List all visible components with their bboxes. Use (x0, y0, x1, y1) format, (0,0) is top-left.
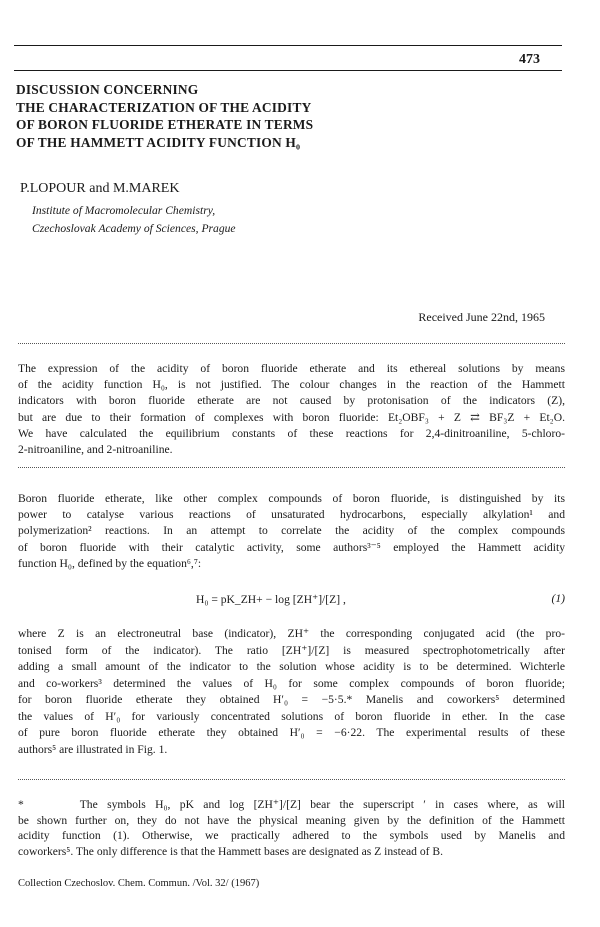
abstract-top-rule (18, 343, 565, 344)
abstract (18, 361, 565, 458)
authors: P.LOPOUR and M.MAREK (20, 181, 180, 196)
title-line: THE CHARACTERIZATION OF THE ACIDITY (16, 99, 312, 115)
affiliation-line: Czechoslovak Academy of Sciences, Prague (32, 221, 236, 235)
body-line: adding a small amount of the indicator to the solution whose acidity is to be determined. Wichterle (18, 660, 565, 673)
abstract-line: of the acidity function H₀, is not justified. The colour changes in the reaction of the Hammett (18, 378, 565, 392)
body-line: tonised form of the indicator). The ratio [ZH⁺]/[Z] is measured spectrophotometrically after (18, 643, 565, 657)
footnote-line: * The symbols H₀, pK and log [ZH⁺]/[Z] bear the superscript ′ in cases where, as will (18, 798, 565, 811)
body-line: the values of H′₀ for variously concentrated solutions of boron fluoride in ether. In the case (18, 709, 565, 723)
title-line: OF THE HAMMETT ACIDITY FUNCTION H₀ (16, 134, 301, 150)
body-line: power to catalyse various reactions of unsaturated hydrocarbons, especially alkylation¹ and (18, 508, 565, 522)
article-title (16, 81, 576, 151)
abstract-line: The expression of the acidity of boron fluoride etherate and its ethereal solutions by means (18, 362, 565, 375)
footnote-line: acidity function (1). Otherwise, we practically adhered to the symbols used by Manelis and (18, 829, 565, 843)
abstract-line: 2-nitroaniline, and 2-nitroaniline. (18, 443, 173, 457)
footnote-rule (18, 779, 565, 780)
footnote-line: be shown further on, they do not have the physical meaning given by the definition of the Hammett (18, 813, 565, 827)
page-number: 473 (519, 52, 540, 67)
body-paragraph-1 (18, 491, 565, 572)
body-line: Boron fluoride etherate, like other complex compounds of boron fluoride, is distinguished by its (18, 492, 565, 505)
body-line: polymerization² reactions. In an attempt to correlate the acidity of the complex compounds (18, 524, 565, 538)
abstract-line: We have calculated the equilibrium constants of these reactions for 2,4-dinitroaniline, 5-chloro- (18, 426, 565, 440)
equation-number: (1) (551, 592, 565, 605)
affiliation-line: Institute of Macromolecular Chemistry, (32, 204, 216, 217)
title-line: DISCUSSION CONCERNING (16, 82, 199, 97)
top-rule (14, 45, 562, 46)
body-line: for boron fluoride etherate they obtained H′₀ = −5·5.* Manelis and coworkers⁵ determined (18, 693, 565, 706)
body-line: and co-workers³ determined the values of H₀ for some complex compounds of boron fluoride; (18, 676, 565, 690)
footnote (18, 797, 565, 859)
body-paragraph-2 (18, 626, 565, 758)
body-line: authors⁵ are illustrated in Fig. 1. (18, 742, 168, 756)
received-date: Received June 22nd, 1965 (418, 310, 545, 324)
affiliation (32, 202, 236, 237)
body-line: of pure boron fluoride etherate they obtained H′₀ = −6·22. The experimental results of these (18, 726, 565, 739)
body-line: of boron fluoride with their catalytic activity, some authors³⁻⁵ employed the Hammett acidity (18, 540, 565, 554)
header-rule (14, 70, 562, 71)
body-line: function H₀, defined by the equation⁶,⁷: (18, 556, 202, 570)
journal-footer: Collection Czechoslov. Chem. Commun. /Vol. 32/ (1967) (18, 878, 260, 889)
abstract-bottom-rule (18, 467, 565, 468)
abstract-line: but are due to their formation of complexes with boron fluoride: Et₂OBF₃ + Z ⇄ BF₃Z + Et₂O. (18, 410, 565, 424)
footnote-line: coworkers⁵. The only difference is that the Hammett bases are designated as Z instead of B. (18, 844, 444, 858)
title-line: OF BORON FLUORIDE ETHERATE IN TERMS (16, 117, 314, 133)
body-line: where Z is an electroneutral base (indicator), ZH⁺ the corresponding conjugated acid (the pro- (18, 627, 565, 640)
abstract-line: indicators with boron fluoride etherate are not caused by protonisation of the indicators (Z), (18, 394, 565, 408)
equation-expression: H₀ = pK_ZH+ − log [ZH⁺]/[Z] , (196, 593, 346, 606)
